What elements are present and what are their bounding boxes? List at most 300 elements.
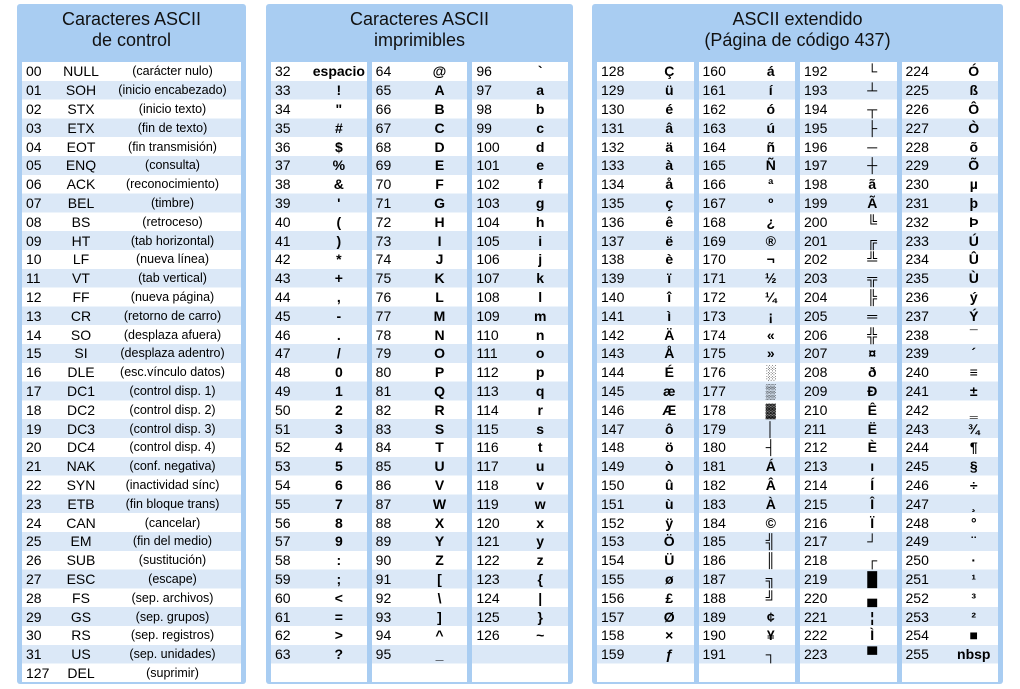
- abbr-cell: ETX: [67, 119, 95, 136]
- char-cell: Ë: [867, 420, 877, 437]
- code-cell: 178: [702, 401, 726, 418]
- char-cell: t: [537, 439, 543, 456]
- char-cell: æ: [663, 382, 676, 399]
- char-cell: ╩: [867, 251, 878, 268]
- code-cell: 217: [804, 533, 828, 550]
- printable-row: [271, 363, 367, 382]
- char-cell: ä: [665, 138, 674, 155]
- control-row: [22, 400, 241, 419]
- char-cell: E: [434, 157, 445, 174]
- char-cell: s: [536, 420, 545, 437]
- printable-row: [472, 588, 568, 607]
- code-cell: 219: [804, 570, 828, 587]
- control-row: [22, 325, 241, 344]
- code-cell: 148: [601, 439, 625, 456]
- code-cell: 19: [26, 420, 42, 437]
- char-cell: r: [537, 401, 543, 418]
- abbr-cell: SO: [70, 326, 92, 343]
- extended-row: [800, 344, 897, 363]
- extended-row: [800, 419, 897, 438]
- char-cell: Î: [870, 495, 875, 512]
- description-cell: (timbre): [150, 195, 195, 210]
- control-row: [22, 156, 241, 175]
- char-cell: u: [535, 458, 545, 475]
- code-cell: 66: [375, 100, 392, 117]
- code-cell: 56: [275, 514, 291, 531]
- char-cell: a: [536, 82, 545, 99]
- extended-row: [902, 457, 999, 476]
- extended-row: [699, 100, 796, 119]
- extended-row: [699, 306, 796, 325]
- extended-row: [597, 344, 694, 363]
- code-cell: 83: [375, 420, 392, 437]
- char-cell: ÷: [969, 476, 978, 493]
- code-cell: 145: [601, 382, 625, 399]
- extended-row: [699, 551, 796, 570]
- char-cell: S: [434, 420, 445, 437]
- code-cell: 224: [905, 63, 929, 80]
- char-cell: Ò: [968, 119, 980, 136]
- char-cell: █: [867, 570, 878, 587]
- printable-row: [372, 419, 468, 438]
- control-row: [22, 532, 241, 551]
- code-cell: 207: [804, 345, 828, 362]
- printable-row: [372, 607, 468, 626]
- extended-row: [699, 382, 796, 401]
- code-cell: 106: [476, 251, 500, 268]
- char-cell: <: [334, 589, 343, 606]
- char-cell: ù: [664, 495, 674, 512]
- control-row: [22, 626, 241, 645]
- code-cell: 161: [702, 82, 726, 99]
- extended-row: [902, 306, 999, 325]
- char-cell: X: [434, 514, 445, 531]
- code-cell: 72: [375, 213, 392, 230]
- code-cell: 24: [26, 514, 42, 531]
- extended-row: [699, 363, 796, 382]
- control-row: [22, 588, 241, 607]
- code-cell: 136: [601, 213, 625, 230]
- printable-row: [372, 494, 468, 513]
- extended-row: [902, 175, 999, 194]
- control-row: [22, 306, 241, 325]
- control-row: [22, 212, 241, 231]
- extended-row: [699, 457, 796, 476]
- char-cell: ╦: [867, 270, 878, 287]
- code-cell: 22: [26, 476, 42, 493]
- char-cell: Ç: [664, 63, 675, 80]
- code-cell: 53: [275, 458, 291, 475]
- char-cell: Z: [435, 552, 444, 569]
- abbr-cell: SYN: [66, 476, 96, 493]
- abbr-cell: GS: [70, 608, 92, 625]
- printable-row: [271, 81, 367, 100]
- extended-row: [597, 607, 694, 626]
- code-cell: 182: [702, 476, 726, 493]
- char-cell: ¢: [766, 608, 775, 625]
- code-cell: 114: [476, 401, 499, 418]
- description-cell: (desplaza afuera): [123, 327, 222, 342]
- control-row: [22, 476, 241, 495]
- code-cell: 226: [905, 100, 929, 117]
- char-cell: Ó: [968, 63, 980, 80]
- char-cell: «: [766, 326, 775, 343]
- description-cell: (control disp. 2): [129, 402, 216, 417]
- printable-title-line1: Caracteres ASCII: [349, 9, 490, 29]
- code-cell: 111: [476, 345, 498, 362]
- char-cell: ╬: [867, 326, 878, 343]
- code-cell: 00: [26, 63, 42, 80]
- printable-row: [472, 532, 568, 551]
- abbr-cell: DC3: [66, 420, 95, 437]
- code-cell: 172: [702, 288, 726, 305]
- char-cell: ë: [665, 232, 674, 249]
- abbr-cell: DLE: [67, 364, 95, 381]
- extended-row: [902, 382, 999, 401]
- code-cell: 27: [26, 570, 42, 587]
- char-cell: !: [336, 82, 342, 99]
- code-cell: 236: [905, 288, 929, 305]
- char-cell: Ú: [968, 232, 979, 249]
- char-cell: y: [536, 533, 545, 550]
- printable-row: [472, 363, 568, 382]
- code-cell: 67: [375, 119, 392, 136]
- printable-row: [372, 250, 468, 269]
- printable-row: [271, 513, 367, 532]
- extended-row: [902, 570, 999, 589]
- extended-row: [800, 513, 897, 532]
- printable-row: [271, 400, 367, 419]
- char-cell: ]: [437, 608, 442, 625]
- extended-row: [699, 231, 796, 250]
- abbr-cell: FS: [72, 589, 90, 606]
- extended-row: [800, 363, 897, 382]
- code-cell: 156: [601, 589, 625, 606]
- code-cell: 196: [804, 138, 828, 155]
- code-cell: 211: [804, 420, 827, 437]
- description-cell: (carácter nulo): [132, 64, 213, 79]
- char-cell: >: [334, 627, 343, 644]
- char-cell: P: [434, 364, 445, 381]
- printable-row: [472, 494, 568, 513]
- code-cell: 171: [702, 270, 726, 287]
- code-cell: 108: [476, 288, 500, 305]
- control-columns: [22, 62, 241, 682]
- extended-row: [800, 288, 897, 307]
- code-cell: 119: [476, 495, 499, 512]
- char-cell: Ê: [867, 401, 877, 418]
- description-cell: (conf. negativa): [129, 459, 216, 474]
- code-cell: 74: [375, 251, 392, 268]
- code-cell: 54: [275, 476, 291, 493]
- extended-row: [597, 645, 694, 664]
- extended-row: [902, 231, 999, 250]
- code-cell: 73: [375, 232, 392, 249]
- char-cell: ┐: [765, 646, 776, 663]
- code-cell: 253: [905, 608, 929, 625]
- code-cell: 17: [26, 382, 42, 399]
- extended-panel: [592, 4, 1003, 684]
- char-cell: û: [664, 476, 674, 493]
- char-cell: ╣: [765, 533, 776, 550]
- code-cell: 216: [804, 514, 828, 531]
- control-row: [22, 344, 241, 363]
- extended-row: [597, 212, 694, 231]
- description-cell: (esc.vínculo datos): [120, 365, 225, 380]
- extended-row: [597, 626, 694, 645]
- code-cell: 80: [375, 364, 392, 381]
- char-cell: l: [538, 288, 543, 305]
- char-cell: z: [536, 552, 544, 569]
- char-cell: ╠: [867, 288, 878, 305]
- char-cell: ÿ: [665, 514, 674, 531]
- extended-row: [800, 382, 897, 401]
- code-cell: 180: [702, 439, 726, 456]
- char-cell: ö: [664, 439, 674, 456]
- code-cell: 170: [702, 251, 726, 268]
- extended-row: [902, 325, 999, 344]
- code-cell: 117: [476, 458, 499, 475]
- extended-row: [800, 118, 897, 137]
- control-panel-title: [17, 4, 246, 56]
- char-cell: ï: [667, 270, 672, 287]
- code-cell: 243: [905, 420, 929, 437]
- char-cell: Ñ: [765, 157, 776, 174]
- printable-row: [271, 476, 367, 495]
- printable-row: [472, 513, 568, 532]
- char-cell: ┤: [765, 439, 776, 456]
- char-cell: »: [766, 345, 775, 362]
- char-cell: B: [434, 100, 445, 117]
- abbr-cell: BS: [71, 213, 91, 230]
- printable-row: [372, 81, 468, 100]
- code-cell: 168: [702, 213, 726, 230]
- printable-row: [271, 626, 367, 645]
- char-cell: ": [335, 100, 343, 117]
- printable-row: [372, 231, 468, 250]
- printable-row: [271, 532, 367, 551]
- code-cell: 242: [905, 401, 929, 418]
- char-cell: -: [336, 307, 342, 324]
- code-cell: 121: [476, 533, 500, 550]
- code-cell: 239: [905, 345, 929, 362]
- extended-row: [699, 62, 796, 81]
- char-cell: Û: [968, 251, 979, 268]
- extended-row: [902, 438, 999, 457]
- code-cell: 48: [275, 364, 291, 381]
- control-row: [22, 438, 241, 457]
- char-cell: È: [867, 439, 877, 456]
- code-cell: 113: [476, 382, 499, 399]
- code-cell: 192: [804, 63, 828, 80]
- char-cell: Á: [765, 458, 776, 475]
- control-row: [22, 551, 241, 570]
- extended-row: [597, 118, 694, 137]
- description-cell: (fin transmisión): [128, 139, 217, 154]
- char-cell: ~: [536, 627, 545, 644]
- extended-row: [597, 494, 694, 513]
- code-cell: 222: [804, 627, 828, 644]
- printable-row: [372, 457, 468, 476]
- code-cell: 116: [476, 439, 499, 456]
- code-cell: 45: [275, 307, 291, 324]
- extended-column: [800, 62, 897, 682]
- code-cell: 89: [375, 533, 392, 550]
- char-cell: ¼: [764, 288, 777, 305]
- code-cell: 187: [702, 570, 726, 587]
- code-cell: 104: [476, 213, 500, 230]
- char-cell: |: [538, 589, 543, 606]
- char-cell: @: [432, 63, 447, 80]
- extended-row: [902, 212, 999, 231]
- code-cell: 75: [375, 270, 392, 287]
- char-cell: 4: [334, 439, 343, 456]
- control-row: [22, 231, 241, 250]
- char-cell: ╔: [867, 232, 878, 249]
- code-cell: 128: [601, 63, 625, 80]
- char-cell: c: [536, 119, 545, 136]
- description-cell: (tab vertical): [138, 271, 207, 286]
- code-cell: 190: [702, 627, 726, 644]
- char-cell: T: [435, 439, 444, 456]
- code-cell: 15: [26, 345, 42, 362]
- code-cell: 197: [804, 157, 828, 174]
- code-cell: 103: [476, 194, 500, 211]
- code-cell: 13: [26, 307, 42, 324]
- printable-row: [271, 570, 367, 589]
- char-cell: [: [437, 570, 442, 587]
- extended-row: [800, 400, 897, 419]
- code-cell: 244: [905, 439, 929, 456]
- code-cell: 129: [601, 82, 625, 99]
- code-cell: 84: [375, 439, 392, 456]
- code-cell: 154: [601, 552, 625, 569]
- char-cell: H: [434, 213, 445, 230]
- char-cell: $: [334, 138, 343, 155]
- printable-row: [271, 494, 367, 513]
- char-cell: ¤: [868, 345, 877, 362]
- abbr-cell: LF: [72, 251, 90, 268]
- code-cell: 85: [375, 458, 392, 475]
- char-cell: ┘: [867, 533, 878, 550]
- printable-row: [271, 269, 367, 288]
- char-cell: ê: [665, 213, 674, 230]
- extended-row: [597, 250, 694, 269]
- abbr-cell: SOH: [65, 82, 97, 99]
- char-cell: ±: [969, 382, 978, 399]
- printable-row: [472, 137, 568, 156]
- code-cell: 218: [804, 552, 828, 569]
- code-cell: 62: [275, 627, 291, 644]
- char-cell: à: [665, 157, 674, 174]
- char-cell: ²: [971, 608, 977, 625]
- char-cell: ├: [867, 119, 878, 136]
- code-cell: 26: [26, 552, 42, 569]
- printable-row: [372, 137, 468, 156]
- extended-row: [800, 175, 897, 194]
- control-title-line1: Caracteres ASCII: [61, 9, 202, 29]
- code-cell: 179: [702, 420, 726, 437]
- printable-row: [372, 62, 468, 81]
- code-cell: 46: [275, 326, 291, 343]
- code-cell: 157: [601, 608, 625, 625]
- description-cell: (cancelar): [144, 515, 201, 530]
- code-cell: 38: [275, 176, 291, 193]
- printable-row: [271, 438, 367, 457]
- char-cell: Ï: [870, 514, 875, 531]
- code-cell: 130: [601, 100, 625, 117]
- printable-row: [372, 551, 468, 570]
- printable-row: [472, 325, 568, 344]
- code-cell: 70: [375, 176, 392, 193]
- char-cell: }: [537, 608, 543, 625]
- char-cell: ║: [765, 552, 776, 569]
- extended-row: [800, 156, 897, 175]
- code-cell: 120: [476, 514, 500, 531]
- printable-row: [372, 476, 468, 495]
- code-cell: 77: [375, 307, 392, 324]
- code-cell: 199: [804, 194, 828, 211]
- extended-row: [699, 81, 796, 100]
- char-cell: U: [434, 458, 445, 475]
- abbr-cell: EM: [70, 533, 92, 550]
- char-cell: W: [432, 495, 447, 512]
- printable-row: [271, 156, 367, 175]
- extended-row: [699, 137, 796, 156]
- code-cell: 228: [905, 138, 929, 155]
- code-cell: 137: [601, 232, 625, 249]
- printable-row: [372, 306, 468, 325]
- printable-row: [372, 588, 468, 607]
- extended-row: [800, 588, 897, 607]
- extended-row: [699, 118, 796, 137]
- code-cell: 50: [275, 401, 291, 418]
- code-cell: 233: [905, 232, 929, 249]
- code-cell: 78: [375, 326, 392, 343]
- code-cell: 79: [375, 345, 392, 362]
- char-cell: ': [337, 194, 341, 211]
- code-cell: 59: [275, 570, 291, 587]
- control-row: [22, 81, 241, 100]
- description-cell: (inicio texto): [138, 101, 207, 116]
- abbr-cell: SI: [74, 345, 88, 362]
- description-cell: (inicio encabezado): [118, 83, 227, 98]
- char-cell: Þ: [969, 213, 979, 230]
- code-cell: 12: [26, 288, 42, 305]
- control-row: [22, 137, 241, 156]
- char-cell: ª: [768, 176, 774, 193]
- extended-row: [800, 325, 897, 344]
- extended-row: [699, 532, 796, 551]
- code-cell: 81: [375, 382, 392, 399]
- char-cell: 9: [334, 533, 343, 550]
- extended-row: [902, 344, 999, 363]
- printable-row: [472, 551, 568, 570]
- printable-row: [372, 382, 468, 401]
- char-cell: ·: [971, 552, 977, 569]
- code-cell: 153: [601, 533, 625, 550]
- code-cell: 94: [375, 627, 392, 644]
- printable-row: [472, 419, 568, 438]
- char-cell: ¹: [971, 570, 977, 587]
- extended-row: [597, 175, 694, 194]
- char-cell: Õ: [968, 157, 980, 174]
- extended-row: [597, 400, 694, 419]
- code-cell: 87: [375, 495, 392, 512]
- code-cell: 126: [476, 627, 500, 644]
- char-cell: å: [665, 176, 674, 193]
- char-cell: À: [765, 495, 776, 512]
